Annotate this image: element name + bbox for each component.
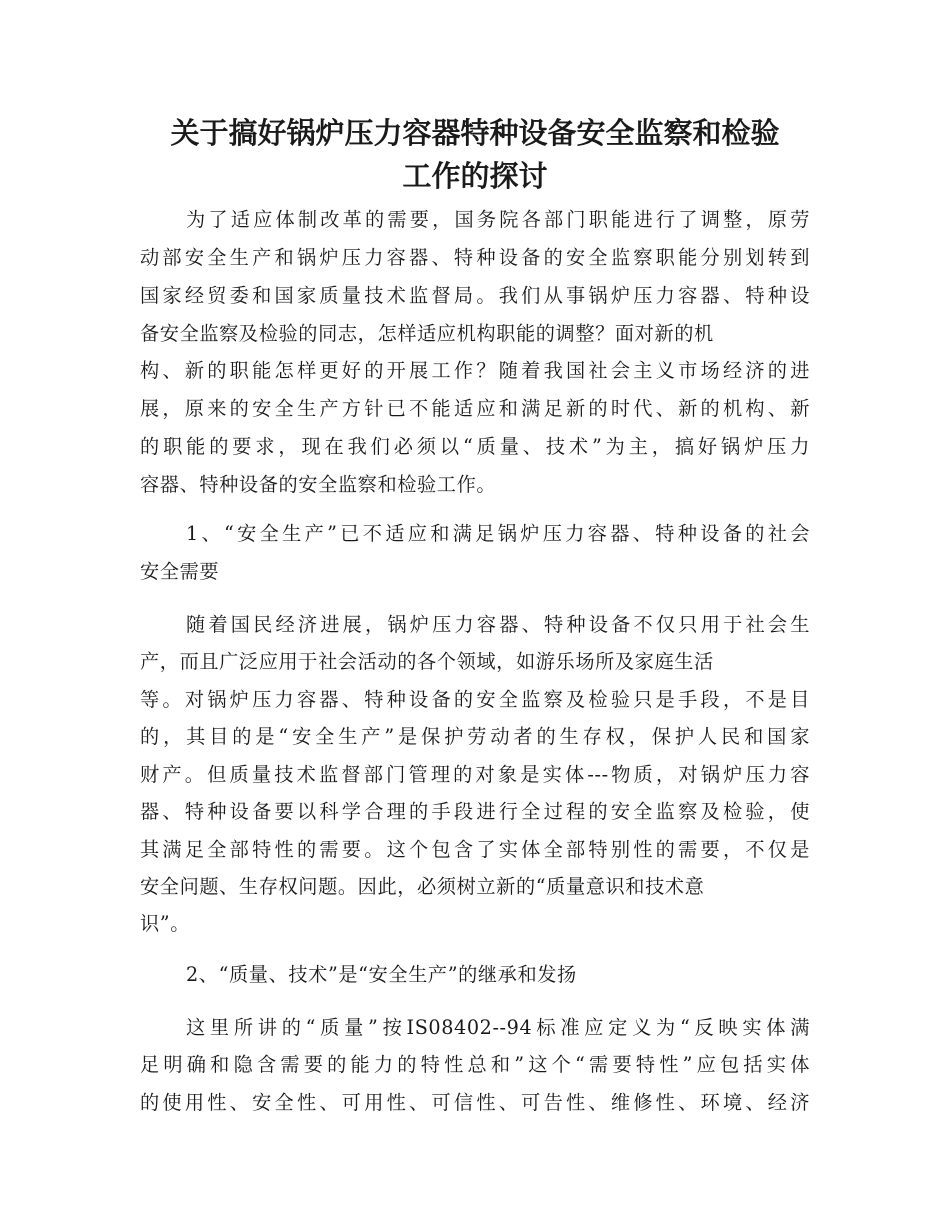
paragraph-line: 产，而且广泛应用于社会活动的各个领域，如游乐场所及家庭生活 <box>140 650 714 673</box>
paragraph-line: 其满足全部特性的需要。这个包含了实体全部特别性的需要，不仅是 <box>140 838 810 861</box>
paragraph-line: 为了适应体制改革的需要，国务院各部门职能进行了调整，原劳 <box>186 208 810 231</box>
paragraph-line: 构、新的职能怎样更好的开展工作？随着我国社会主义市场经济的进 <box>140 359 810 382</box>
paragraph-line: 随着国民经济进展，锅炉压力容器、特种设备不仅只用于社会生 <box>186 613 810 636</box>
paragraph-line: 动部安全生产和锅炉压力容器、特种设备的安全监察职能分别划转到 <box>140 246 810 269</box>
paragraph-line: 展，原来的安全生产方针已不能适应和满足新的时代、新的机构、新 <box>140 397 810 420</box>
paragraph-line: 国家经贸委和国家质量技术监督局。我们从事锅炉压力容器、特种设 <box>140 284 810 307</box>
document-title-line-2: 工作的探讨 <box>402 159 548 193</box>
paragraph-line: 安全需要 <box>140 560 220 583</box>
paragraph-line: 的职能的要求，现在我们必须以“质量、技术”为主，搞好锅炉压力 <box>140 435 810 458</box>
paragraph-line: 器、特种设备要以科学合理的手段进行全过程的安全监察及检验，使 <box>140 800 810 823</box>
paragraph-line: 的，其目的是“安全生产”是保护劳动者的生存权，保护人民和国家 <box>140 725 810 748</box>
paragraph-line: 等。对锅炉压力容器、特种设备的安全监察及检验只是手段，不是目 <box>140 688 810 711</box>
document-title-line-1: 关于搞好锅炉压力容器特种设备安全监察和检验 <box>170 116 780 150</box>
paragraph-line: 识”。 <box>140 912 190 935</box>
paragraph-line: 容器、特种设备的安全监察和检验工作。 <box>140 473 497 496</box>
paragraph-line: 足明确和隐含需要的能力的特性总和”这个“需要特性”应包括实体 <box>140 1053 810 1076</box>
paragraph-line: 的使用性、安全性、可用性、可信性、可告性、维修性、环境、经济 <box>140 1091 810 1114</box>
paragraph-line: 1、“安全生产”已不适应和满足锅炉压力容器、特种设备的社会 <box>186 522 810 545</box>
paragraph-line: 2、“质量、技术”是“安全生产”的继承和发扬 <box>186 963 577 986</box>
paragraph-line: 财产。但质量技术监督部门管理的对象是实体---物质，对锅炉压力容 <box>140 763 810 786</box>
paragraph-line: 安全问题、生存权问题。因此，必须树立新的“质量意识和技术意 <box>140 875 705 898</box>
paragraph-line: 这里所讲的“质量”按IS08402--94标准应定义为“反映实体满 <box>186 1016 810 1039</box>
paragraph-line: 备安全监察及检验的同志，怎样适应机构职能的调整？面对新的机 <box>140 322 714 345</box>
